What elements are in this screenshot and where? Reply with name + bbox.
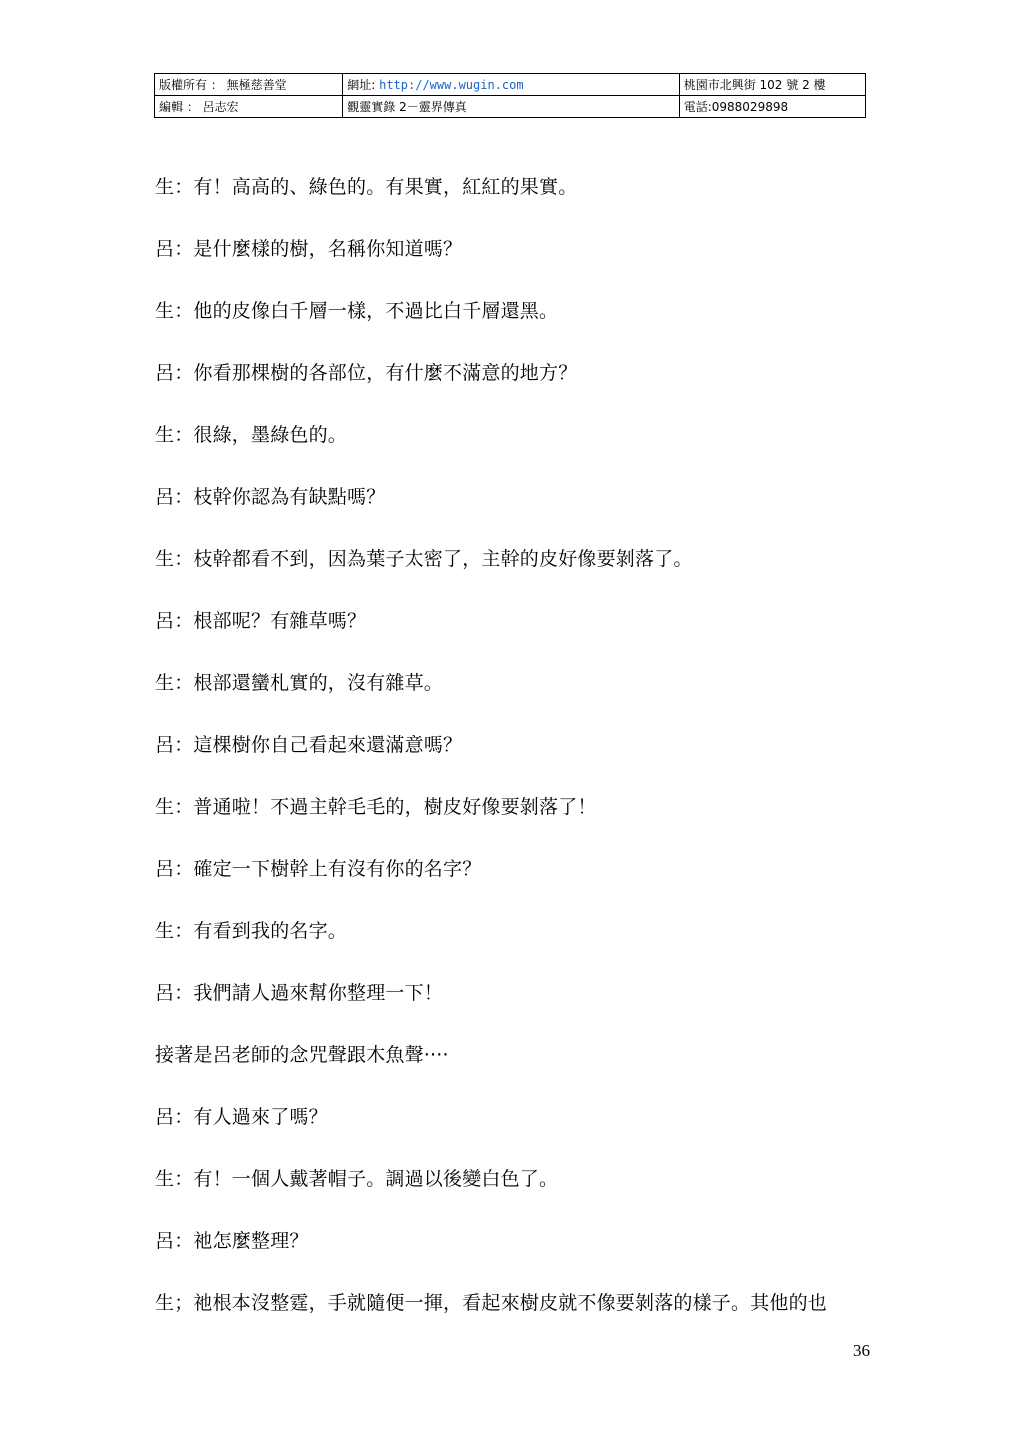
- dialogue-line: 呂：是什麼樣的樹，名稱你知道嗎？: [155, 238, 463, 260]
- dialogue-line: 生：有！一個人戴著帽子。調過以後變白色了。: [155, 1168, 559, 1190]
- dialogue-line: 生：普通啦！不過主幹毛毛的，樹皮好像要剝落了！: [155, 796, 597, 818]
- narration-line: 接著是呂老師的念咒聲跟木魚聲‧‧‧‧: [155, 1044, 449, 1066]
- copyright-cell: 版權所有 ： 無極慈善堂: [155, 74, 343, 96]
- header-row-2: [155, 96, 866, 118]
- page-number: 36: [853, 1341, 870, 1360]
- dialogue-line: 呂：這棵樹你自己看起來還滿意嗎？: [155, 734, 463, 756]
- phone-cell: 電話:0988029898: [679, 96, 865, 118]
- dialogue-line: 呂：確定一下樹幹上有沒有你的名字？: [155, 858, 482, 880]
- book-title-cell: 觀靈實錄 2－靈界傳真: [343, 96, 679, 118]
- url-label: 網址:: [347, 77, 380, 92]
- dialogue-line: 呂：祂怎麼整理？: [155, 1230, 309, 1252]
- url-cell: [343, 74, 679, 96]
- dialogue-line: 生：有！高高的、綠色的。有果實，紅紅的果實。: [155, 176, 578, 198]
- dialogue-line: 生：有看到我的名字。: [155, 920, 348, 942]
- dialogue-transcript: [155, 170, 875, 1348]
- address-cell: 桃園市北興街 102 號 2 樓: [679, 74, 865, 96]
- dialogue-line: 呂：有人過來了嗎？: [155, 1106, 328, 1128]
- dialogue-line: 生：他的皮像白千層一樣，不過比白千層還黑。: [155, 300, 559, 322]
- dialogue-line: 呂：你看那棵樹的各部位，有什麼不滿意的地方？: [155, 362, 578, 384]
- dialogue-line: 呂：我們請人過來幫你整理一下！: [155, 982, 444, 1004]
- dialogue-line: 生；祂根本沒整霆，手就隨便一揮，看起來樹皮就不像要剝落的樣子。其他的也: [155, 1292, 828, 1314]
- header-row-1: [155, 74, 866, 96]
- website-link[interactable]: http://www.wugin.com: [379, 77, 524, 92]
- editor-cell: 編輯 ： 呂志宏: [155, 96, 343, 118]
- dialogue-line: 呂：枝幹你認為有缺點嗎？: [155, 486, 386, 508]
- header-table: [154, 73, 866, 118]
- dialogue-line: 生：根部還蠻札實的，沒有雜草。: [155, 672, 444, 694]
- dialogue-line: 呂：根部呢？有雜草嗎？: [155, 610, 367, 632]
- dialogue-line: 生：枝幹都看不到，因為葉子太密了，主幹的皮好像要剝落了。: [155, 548, 693, 570]
- dialogue-line: 生：很綠，墨綠色的。: [155, 424, 348, 446]
